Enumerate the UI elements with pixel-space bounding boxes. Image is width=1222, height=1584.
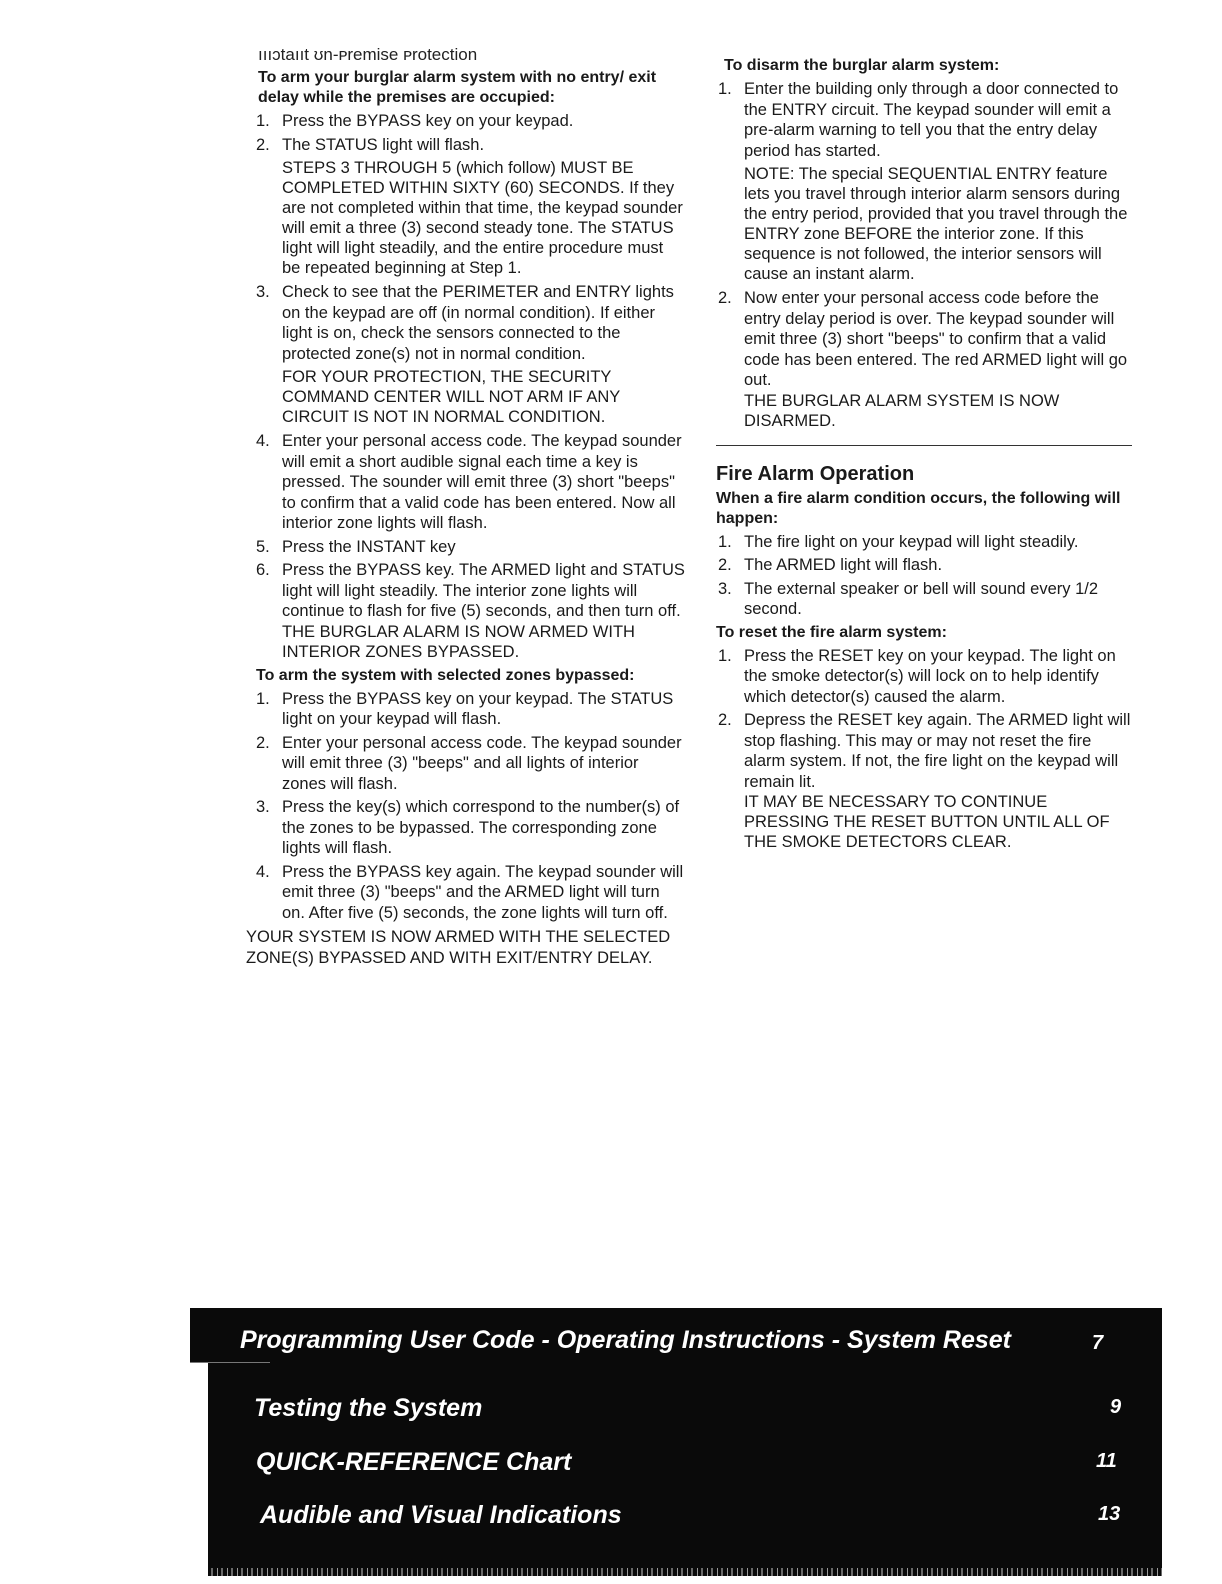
arm-no-delay-steps — [246, 111, 686, 662]
list-item: 4. Enter your personal access code. The keypad sounder will emit a short audible signal each time a key is pressed. The sounder will emit three (3) short "beeps" to confirm that a valid code has been entered. Now all interior zone lights will flash. — [256, 432, 682, 532]
list-item: 2. The ARMED light will flash. — [718, 556, 943, 574]
armed-selected-status-text: YOUR SYSTEM IS NOW ARMED WITH THE SELECTED ZONE(S) BYPASSED AND WITH EXIT/ENTRY DELAY. — [246, 928, 671, 967]
fire-alarm-steps — [716, 532, 1136, 620]
protection-note: FOR YOUR PROTECTION, THE SECURITY COMMAND CENTER WILL NOT ARM IF ANY CIRCUIT IS NOT IN NORMAL CONDITION. — [282, 368, 620, 426]
arm-no-delay-heading: To arm your burglar alarm system with no entry/ exit delay while the premises are occupied: — [258, 69, 657, 106]
disarm-steps — [716, 79, 1136, 431]
index-notch — [190, 1362, 208, 1576]
list-item: 5. Press the INSTANT key — [256, 537, 456, 556]
sequential-entry-note: NOTE: The special SEQUENTIAL ENTRY feature lets you travel through interior alarm sensors during the entry period, provided that you travel through the ENTRY zone BEFORE the interior zone. If this sequence is not followed, the interior sensors will cause an instant alarm. — [744, 165, 1128, 283]
list-item: 1. Press the RESET key on your keypad. The light on the smoke detector(s) will lock on to help identify which detector(s) caused the alarm. — [718, 646, 1116, 706]
list-item: 2. Depress the RESET key again. The ARMED light will stop flashing. This may or may not reset the fire alarm system. If not, the fire light on the keypad will remain lit. IT MAY BE NECESSARY TO CONTINUE PRESSING THE RESET BUTTON UNTIL ALL OF THE SMOKE DETECTORS CLEAR. — [718, 710, 1136, 852]
list-item: 2. The STATUS light will flash. STEPS 3 THROUGH 5 (which follow) MUST BE COMPLETED WITHIN SIXTY (60) SECONDS. If they are not completed within that time, the keypad sounder will emit a three (3) second steady tone. The STATUS light will light steadily, and the entire procedure must be repeated beginning at Step 1. — [256, 135, 686, 279]
cut-off-section-title: ıııɔtaııt ʊn-ᴘremise ᴘrotection — [258, 45, 478, 64]
reset-steps — [716, 646, 1136, 853]
right-column — [716, 46, 1136, 855]
left-column — [246, 46, 686, 968]
section-divider — [716, 445, 1132, 446]
armed-status-text: THE BURGLAR ALARM IS NOW ARMED WITH INTERIOR ZONES BYPASSED. — [282, 622, 635, 661]
list-item: 1. Press the BYPASS key on your keypad. — [256, 112, 574, 130]
list-item: 2. Enter your personal access code. The keypad sounder will emit three (3) "beeps" and all lights of interior zones will flash. — [256, 733, 682, 793]
list-item: 3. Check to see that the PERIMETER and ENTRY lights on the keypad are off (in normal condition). If either light is on, check the sensors connected to the protected zone(s) not in normal condition. FOR YOUR PROTECTION, THE SECURITY COMMAND CENTER WILL NOT ARM IF ANY CIRCUIT IS NOT IN NORMAL CONDITION. — [256, 282, 686, 427]
reset-caution-text: IT MAY BE NECESSARY TO CONTINUE PRESSING THE RESET BUTTON UNTIL ALL OF THE SMOKE DETECTORS CLEAR. — [744, 793, 1110, 851]
arm-selected-heading: To arm the system with selected zones bypassed: — [256, 666, 635, 684]
scan-noise-strip — [208, 1568, 1162, 1576]
reset-heading: To reset the fire alarm system: — [716, 623, 947, 641]
list-item: 3. The external speaker or bell will sound every 1/2 second. — [718, 579, 1099, 618]
list-item: 3. Press the key(s) which correspond to the number(s) of the zones to be bypassed. The corresponding zone lights will flash. — [256, 798, 680, 857]
fire-alarm-heading: When a fire alarm condition occurs, the following will happen: — [716, 489, 1121, 527]
list-item: 1. Enter the building only through a door connected to the ENTRY circuit. The keypad sounder will emit a pre-alarm warning to tell you that the entry delay period has started. NOTE: The special SEQUENTIAL ENTRY feature lets you travel through interior alarm sensors during the entry period, provided that you travel through the ENTRY zone BEFORE the interior zone. If this sequence is not followed, the interior sensors will cause an instant alarm. — [718, 79, 1136, 284]
contents-index-block: Programming User Code - Operating Instructions - System Reset 7 Testing the System 9 QUICK-REFERENCE Chart 11 Audible and Visual Indications 13 — [190, 1308, 1162, 1576]
arm-selected-steps — [246, 689, 686, 924]
fire-alarm-title: Fire Alarm Operation — [716, 462, 915, 485]
list-item: 1. The fire light on your keypad will light steadily. — [718, 532, 1079, 551]
list-item: 6. Press the BYPASS key. The ARMED light and STATUS light will light steadily. The interior zone lights will continue to flash for five (5) seconds, and then turn off. THE BURGLAR ALARM IS NOW ARMED WITH INTERIOR ZONES BYPASSED. — [256, 561, 685, 661]
list-item: 4. Press the BYPASS key again. The keypad sounder will emit three (3) "beeps" and the ARMED light will turn on. After five (5) seconds, the zone lights will turn off. — [256, 862, 684, 922]
notch-rule — [190, 1362, 270, 1363]
time-limit-note: STEPS 3 THROUGH 5 (which follow) MUST BE COMPLETED WITHIN SIXTY (60) SECONDS. If they are not completed within that time, the keypad sounder will emit a three (3) second steady tone. The STATUS light will light steadily, and the entire procedure must be repeated beginning at Step 1. — [282, 159, 683, 277]
disarmed-status-text: THE BURGLAR ALARM SYSTEM IS NOW DISARMED. — [744, 391, 1060, 430]
list-item: 2. Now enter your personal access code before the entry delay period is over. The keypad sounder will emit three (3) short "beeps" to confirm that a valid code has been entered. The red ARMED light will go out. THE BURGLAR ALARM SYSTEM IS NOW DISARMED. — [718, 288, 1136, 431]
disarm-heading: To disarm the burglar alarm system: — [724, 57, 1000, 74]
list-item: 1. Press the BYPASS key on your keypad. The STATUS light on your keypad will flash. — [256, 689, 674, 728]
